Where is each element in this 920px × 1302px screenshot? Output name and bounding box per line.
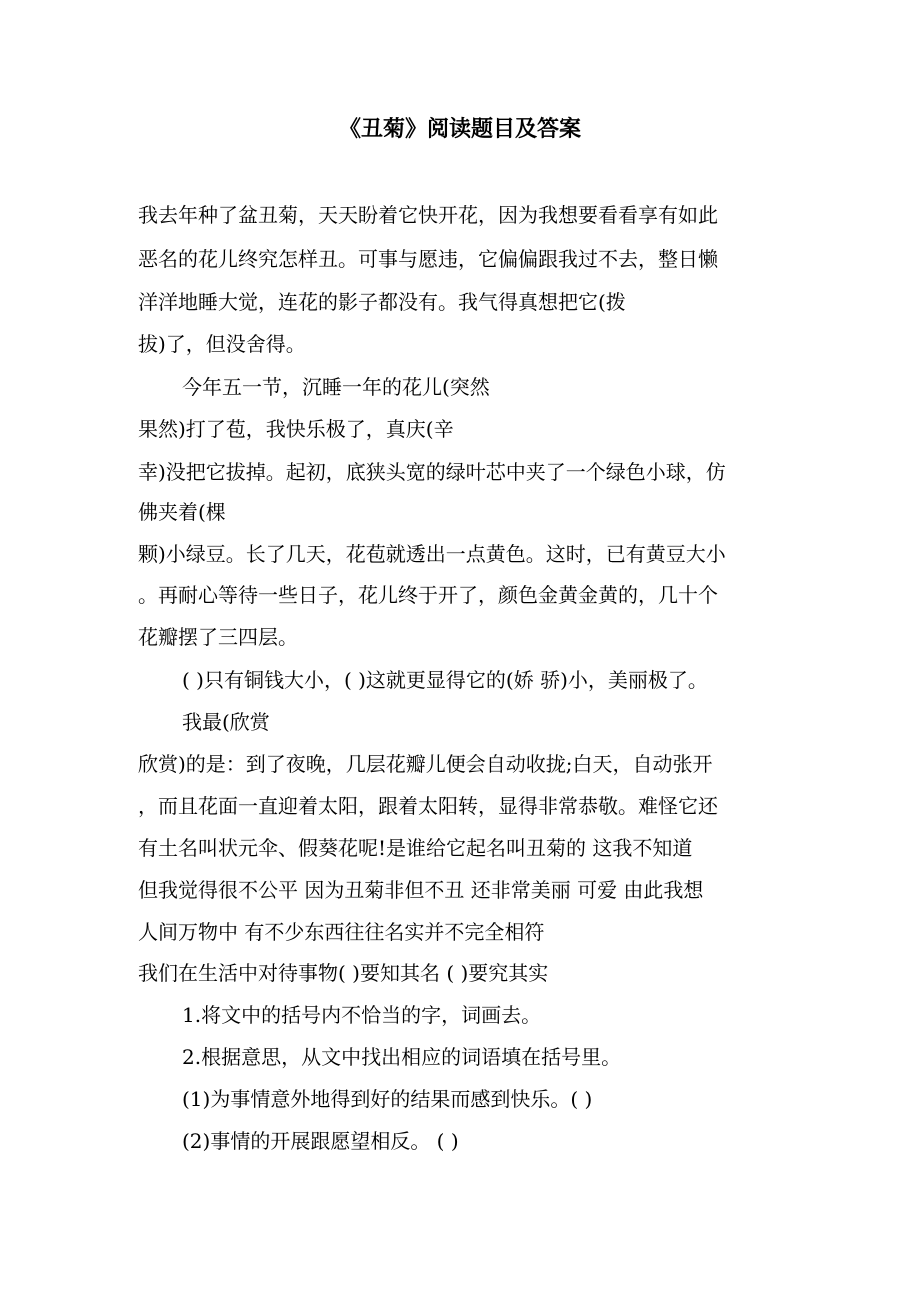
paragraph-line: 幸)没把它拔掉。起初，底狭头宽的绿叶芯中夹了一个绿色小球，仿 <box>138 460 726 484</box>
paragraph-line: 恶名的花儿终究怎样丑。可事与愿违，它偏偏跟我过不去，整日懒 <box>138 247 718 271</box>
paragraph-line: 。再耐心等待一些日子，花儿终于开了，颜色金黄金黄的，几十个 <box>138 583 718 607</box>
paragraph-line: 洋洋地睡大觉，连花的影子都没有。我气得真想把它(拨 <box>138 290 626 314</box>
paragraph-line: 我去年种了盆丑菊，天天盼着它快开花，因为我想要看看享有如此 <box>138 203 718 227</box>
paragraph-line: ，而且花面一直迎着太阳，跟着太阳转，显得非常恭敬。难怪它还 <box>138 794 718 818</box>
question-line: 1.将文中的括号内不恰当的字，词画去。 <box>182 1003 542 1027</box>
question-line: (1)为事情意外地得到好的结果而感到快乐。( ) <box>182 1087 593 1111</box>
paragraph-line: 但我觉得很不公平 因为丑菊非但不丑 还非常美丽 可爱 由此我想 <box>138 878 704 902</box>
paragraph-line: 花瓣摆了三四层。 <box>138 625 298 649</box>
question-line: (2)事情的开展跟愿望相反。 ( ) <box>182 1129 459 1153</box>
document-title: 《丑菊》阅读题目及答案 <box>338 116 581 142</box>
paragraph-line: 欣赏)的是：到了夜晚，几层花瓣儿便会自动收拢;白天，自动张开 <box>138 752 713 776</box>
paragraph-line: 拔)了，但没舍得。 <box>138 332 306 356</box>
question-line: 2.根据意思，从文中找出相应的词语填在括号里。 <box>182 1045 622 1069</box>
paragraph-line: 佛夹着(棵 <box>138 500 226 524</box>
paragraph-line: 颗)小绿豆。长了几天，花苞就透出一点黄色。这时，已有黄豆大小 <box>138 542 726 566</box>
paragraph-line: 人间万物中 有不少东西往往名实并不完全相符 <box>138 920 545 944</box>
paragraph-line: 果然)打了苞，我快乐极了，真庆(辛 <box>138 417 454 441</box>
paragraph-line: 有土名叫状元伞、假葵花呢!是谁给它起名叫丑菊的 这我不知道 <box>138 836 693 860</box>
paragraph-line: 今年五一节，沉睡一年的花儿(突然 <box>182 375 490 399</box>
paragraph-line: 我们在生活中对待事物( )要知其名 ( )要究其实 <box>138 961 549 985</box>
paragraph-line: 我最(欣赏 <box>182 710 270 734</box>
paragraph-line: ( )只有铜钱大小，( )这就更显得它的(娇 骄)小，美丽极了。 <box>182 668 708 692</box>
